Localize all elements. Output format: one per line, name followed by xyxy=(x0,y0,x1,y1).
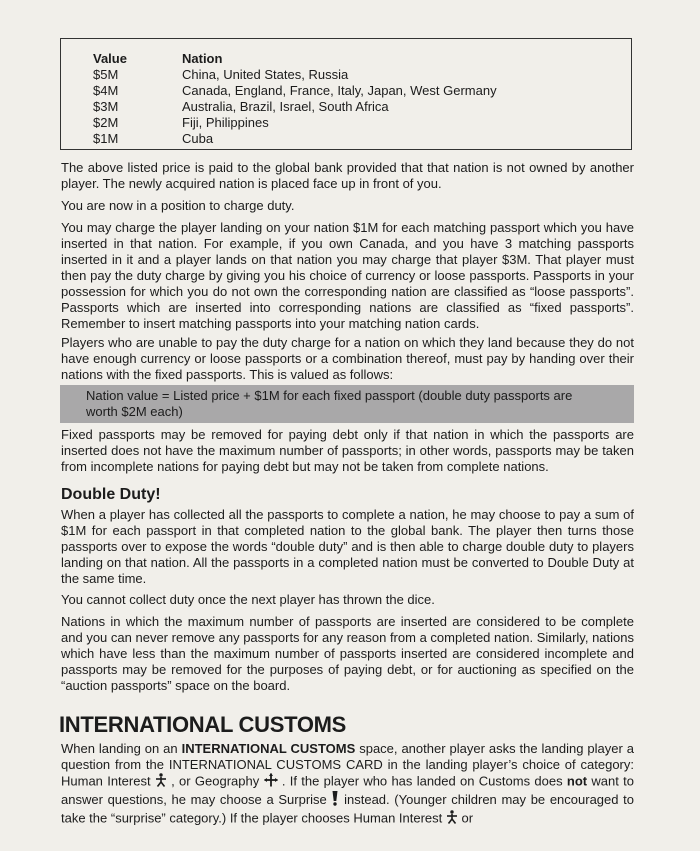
nation-column-header: Nation xyxy=(182,51,223,66)
paragraph-duty-rules: You may charge the player landing on your nation $1M for each matching passport which you have inserted in that nation. For example, if you own Canada, and you have 3 matching passports inserted in it and a player lands on that nation you may charge that player $3M. That player must then pay the duty charge by giving you his choice of currency or loose passports. Passports in your possession for which you do not own the corresponding nation are classified as “loose passports”. Passports which are inserted into corresponding nations are classified as “fixed passports”. Remember to insert matching passports into your matching nation cards. xyxy=(61,220,634,331)
double-duty-heading: Double Duty! xyxy=(61,486,161,503)
formula-line: Nation value = Listed price + $1M for each fixed passport (double duty passports are xyxy=(86,388,573,403)
price-value: $5M xyxy=(93,67,119,82)
nation-list: Cuba xyxy=(182,131,214,146)
formula-line: worth $2M each) xyxy=(86,404,183,419)
nation-list: Canada, England, France, Italy, Japan, West Germany xyxy=(182,83,497,98)
nation-list: Fiji, Philippines xyxy=(182,115,269,130)
nation-list: China, United States, Russia xyxy=(182,67,349,82)
international-customs-heading: INTERNATIONAL CUSTOMS xyxy=(59,712,347,737)
price-value: $3M xyxy=(93,99,119,114)
nation-price-table xyxy=(60,38,632,150)
human-interest-icon xyxy=(446,810,458,828)
nation-value-formula xyxy=(60,385,634,423)
paragraph-price-paid: The above listed price is paid to the global bank provided that that nation is not owned by another player. The newly acquired nation is placed face up in front of you. xyxy=(61,160,634,191)
paragraph-unable-to-pay: Players who are unable to pay the duty charge for a nation on which they land because they do not have enough currency or loose passports or a combination thereof, must pay by handing over their nations with the fixed passports. This is valued as follows: xyxy=(61,335,634,382)
price-value: $1M xyxy=(93,131,119,146)
paragraph-international-customs: When landing on an INTERNATIONAL CUSTOMS space, another player asks the landing player a question from the INTERNATIONAL CUSTOMS CARD in the landing player’s choice of category: Human Interest , or Geography . If the player who has landed on Customs does not want to answer questions, he may choose a Surprise instead. (Younger children may be encouraged to take the “surprise” category.) If the player chooses Human Interest or xyxy=(61,741,634,828)
paragraph-complete-nations: Nations in which the maximum number of passports are inserted are considered to be complete and you can never remove any passports for any reason from a completed nation. Similarly, nations which have less than the maximum number of passports inserted are considered incomplete and passports may be removed for the purposes of paying debt, or for auctioning as specified on the “auction passports” space on the board. xyxy=(61,614,634,693)
paragraph-charge-duty: You are now in a position to charge duty. xyxy=(61,198,295,213)
nation-list: Australia, Brazil, Israel, South Africa xyxy=(182,99,389,114)
geography-icon xyxy=(264,773,278,791)
paragraph-double-duty: When a player has collected all the passports to complete a nation, he may choose to pay a sum of $1M for each passport in that completed nation to the global bank. The player then turns those passports over to expose the words “double duty” and is then able to charge double duty to players landing on that nation. All the passports in a completed nation must be converted to Double Duty at the same time. xyxy=(61,507,634,586)
paragraph-cannot-collect: You cannot collect duty once the next player has thrown the dice. xyxy=(61,592,435,607)
paragraph-fixed-passports: Fixed passports may be removed for paying debt only if that nation in which the passports are inserted does not have the maximum number of passports; in other words, passports may be taken from incomplete nations for paying debt but may not be taken from complete nations. xyxy=(61,427,634,474)
price-value: $2M xyxy=(93,115,119,130)
human-interest-icon xyxy=(155,773,167,791)
price-value: $4M xyxy=(93,83,119,98)
value-column-header: Value xyxy=(93,51,127,66)
